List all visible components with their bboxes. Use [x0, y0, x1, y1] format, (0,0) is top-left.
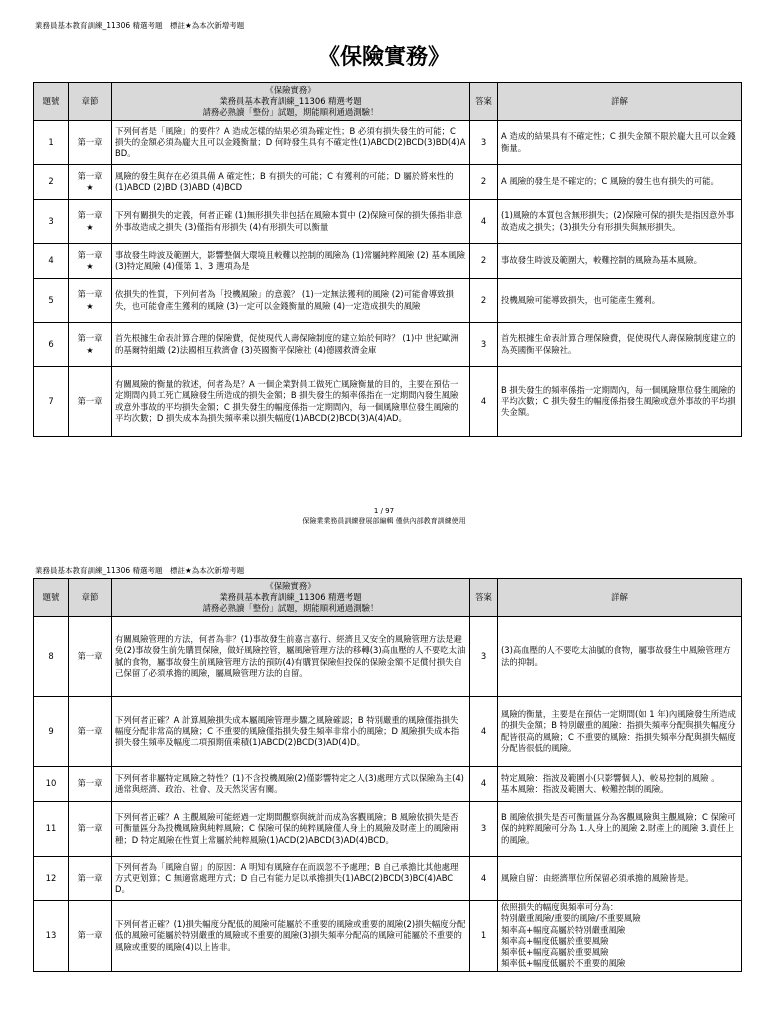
table-row [34, 697, 742, 767]
new-question-star: ★ [86, 301, 94, 311]
question-number: 13 [34, 901, 69, 972]
question-text: 下列何者是「風險」的要件？A 造成怎樣的結果必須為確定性；B 必須有損失發生的可能；C 損失的金額必須為龐大且可以金錢衡量；D 何時發生具有不確定性(1)ABCD(2)BCD(3)BD(4)ABD。 [112, 121, 470, 165]
question-number: 12 [34, 857, 69, 901]
questions-table [33, 82, 742, 437]
question-number: 2 [34, 165, 69, 200]
table-row [34, 279, 742, 323]
detail-text: B 風險依損失是否可衡量區分為客觀風險與主觀風險；C 保險可保的純粹風險可分為 1.人身上的風險 2.財產上的風險 3.責任上的風險。 [498, 802, 742, 857]
page-header: 業務員基本教育訓練_11306 精選考題 標註★為本次新增考題 [35, 21, 245, 30]
question-number: 9 [34, 697, 69, 767]
header-title-line: 請務必熟讀「整份」試題，期能順利通過測驗！ [202, 107, 379, 117]
detail-text: 投機風險可能導致損失，也可能產生獲利。 [498, 279, 742, 323]
question-text: 下列何者正確？A 主觀風險可能經過一定期間觀察與統計而成為客觀風險；B 風險依損失是否可衡量區分為投機風險與純粹風險；C 保險可保的純粹風險僅人身上的風險及財產上的風險兩種；D 特定風險在性質上常屬於純粹風險(1)ACD(2)ABCD(3)AD(4)BCD。 [112, 802, 470, 857]
table-row [34, 323, 742, 367]
detail-text: 特定風險：指波及範圍小(只影響個人)、較易控制的風險 。 基本風險：指波及範圍大、較難控制的風險。 [498, 767, 742, 802]
header-detail: 詳解 [498, 83, 742, 121]
header-answer: 答案 [470, 579, 498, 617]
question-text: 事故發生時波及範圍大，影響整個大環境且較難以控制的風險為 (1)常屬純粹風險 (2) 基本風險 (3)特定風險 (4)僅第 1、3 選項為是 [112, 244, 470, 279]
chapter-label: 第一章 [77, 823, 103, 834]
chapter-label: 第一章 [77, 210, 103, 221]
detail-text: 依照損失的幅度與頻率可分為： 特別嚴重風險/重要的風險/不重要風險 頻率高+幅度高屬於特別嚴重風險 頻率高+幅度低屬於重要風險 頻率低+幅度高屬於重要風險 頻率低+幅度低屬於不重要的風險 [498, 901, 742, 972]
table-row [34, 200, 742, 244]
page-header: 業務員基本教育訓練_11306 精選考題 標註★為本次新增考題 [35, 566, 245, 575]
table-row [34, 901, 742, 972]
question-text: 下列有關損失的定義，何者正確 (1)無形損失非包括在風險本質中 (2)保險可保的損失係指非意外事故造成之損失 (3)僅指有形損失 (4)有形損失可以衡量 [112, 200, 470, 244]
question-text: 有關風險管理的方法，何者為非？(1)事故發生前嘉言嘉行、經濟且又安全的風險管理方法是避免(2)事故發生前先購買保險，做好風險控管，屬風險管理方法的移轉(3)高血壓的人不要吃太油膩的食物，屬事故發生前風險管理方法的預防(4)有購買保險但投保的保險金額不足償付損失自己保留了必須承擔的風險，屬風險管理方法的自留。 [112, 617, 470, 697]
table-row [34, 121, 742, 165]
chapter-cell [69, 200, 112, 244]
question-number: 6 [34, 323, 69, 367]
new-question-star: ★ [86, 345, 94, 355]
page-number: 1 / 97 [373, 507, 395, 515]
table-row [34, 367, 742, 437]
chapter-cell [69, 279, 112, 323]
chapter-cell [69, 165, 112, 200]
chapter-label: 第一章 [77, 170, 103, 181]
table-row [34, 802, 742, 857]
header-title [112, 83, 470, 121]
chapter-cell [69, 367, 112, 437]
detail-text: (3)高血壓的人不要吃太油膩的食物，屬事故發生中風險管理方法的抑制。 [498, 617, 742, 697]
table-header-row [34, 83, 742, 121]
header-detail: 詳解 [498, 579, 742, 617]
questions-table [33, 578, 742, 972]
table-header-row [34, 579, 742, 617]
answer-cell: 4 [470, 697, 498, 767]
chapter-label: 第一章 [77, 872, 103, 883]
answer-cell: 4 [470, 367, 498, 437]
chapter-label: 第一章 [77, 136, 103, 147]
question-text: 有關風險的衡量的敘述，何者為是？A 一個企業對員工做死亡風險衡量的目的，主要在預估一定期間內員工死亡風險發生所造成的損失金額；B 損失發生的頻率係指在一定期間內發生風險或意外事故的平均損失金額；C 損失發生的幅度係指一定期間內，每一個風險單位發生風險的平均次數；D 損失成本為損失頻率乘以損失幅度(1)ABCD(2)BCD(3)A(4)AD。 [112, 367, 470, 437]
question-number: 1 [34, 121, 69, 165]
question-text: 下列何者正確？(1)損失幅度分配低的風險可能屬於不重要的風險或重要的風險(2)損失幅度分配低的風險可能屬於特別嚴重的風險或不重要的風險(3)損失頻率分配高的風險可能屬於不重要的風險或重要的風險(4)以上皆非。 [112, 901, 470, 972]
chapter-cell [69, 767, 112, 802]
question-text: 下列何者非屬特定風險之特性？(1)不含投機風險(2)僅影響特定之人(3)處理方式以保險為主(4)通常與經濟、政治、社會、及天然災害有關。 [112, 767, 470, 802]
answer-cell: 2 [470, 244, 498, 279]
table-row [34, 767, 742, 802]
chapter-cell [69, 802, 112, 857]
header-title-line: 請務必熟讀「整份」試題，期能順利通過測驗！ [202, 603, 379, 613]
chapter-label: 第一章 [77, 650, 103, 661]
chapter-cell [69, 617, 112, 697]
question-text: 下列何者為「風險自留」的原因：A 明知有風險存在而誤忽不予處理；B 自己承擔比其他處理方式更划算；C 無適當處理方式；D 自己有能力足以承擔損失(1)ABC(2)BCD(3)BC(4)ABCD。 [112, 857, 470, 901]
question-number: 11 [34, 802, 69, 857]
table-row [34, 857, 742, 901]
header-title-line: 業務員基本教育訓練_11306 精選考題 [219, 592, 362, 602]
header-no: 題號 [34, 579, 69, 617]
chapter-cell [69, 697, 112, 767]
header-title-line: 業務員基本教育訓練_11306 精選考題 [219, 96, 362, 106]
chapter-cell [69, 901, 112, 972]
answer-cell: 2 [470, 279, 498, 323]
detail-text: 事故發生時波及範圍大，較難控制的風險為基本風險。 [498, 244, 742, 279]
answer-cell: 3 [470, 802, 498, 857]
header-chapter: 章節 [69, 83, 112, 121]
chapter-label: 第一章 [77, 930, 103, 941]
table-row [34, 244, 742, 279]
answer-cell: 2 [470, 165, 498, 200]
question-text: 風險的發生與存在必須具備 A 確定性；B 有損失的可能；C 有獲利的可能；D 屬於將來性的 (1)ABCD (2)BD (3)ABD (4)BCD [112, 165, 470, 200]
chapter-label: 第一章 [77, 249, 103, 260]
question-text: 首先根據生命表計算合理的保險費，促使現代人壽保險制度的建立始於何時？ (1)中 世紀歐洲的基爾特組織 (2)法國相互救濟會 (3)英國衡平保險社 (4)德國救濟金庫 [112, 323, 470, 367]
chapter-label: 第一章 [77, 395, 103, 406]
detail-text: A 風險的發生是不確定的；C 風險的發生也有損失的可能。 [498, 165, 742, 200]
chapter-label: 第一章 [77, 725, 103, 736]
question-number: 7 [34, 367, 69, 437]
answer-cell: 3 [470, 323, 498, 367]
chapter-cell [69, 323, 112, 367]
new-question-star: ★ [86, 262, 94, 271]
answer-cell: 4 [470, 857, 498, 901]
chapter-cell [69, 121, 112, 165]
answer-cell: 4 [470, 200, 498, 244]
question-number: 8 [34, 617, 69, 697]
answer-cell: 3 [470, 617, 498, 697]
detail-text: 風險自留：由經濟單位所保留必須承擔的風險皆是。 [498, 857, 742, 901]
header-answer: 答案 [470, 83, 498, 121]
table-row [34, 165, 742, 200]
footer-note: 保險業業務員訓練發展部編輯 僅供內部教育訓練使用 [302, 517, 466, 525]
chapter-label: 第一章 [77, 289, 103, 300]
chapter-cell [69, 857, 112, 901]
document-title: 《保險實務》 [317, 44, 450, 70]
detail-text: A 造成的結果具有不確定性；C 損失金額不限於龐大且可以金錢衡量。 [498, 121, 742, 165]
question-text: 依損失的性質，下列何者為「投機風險」的意義？ (1)一定無法獲利的風險 (2)可能會導致損失，也可能會產生獲利的風險 (3)一定可以金錢衡量的風險 (4)一定造成損失的風險 [112, 279, 470, 323]
question-text: 下列何者正確？A 計算風險損失成本屬風險管理步驟之風險確認；B 特別嚴重的風險僅指損失幅度分配非常高的風險；C 不重要的風險僅指損失發生頻率非常小的風險；D 風險損失成本指損失發生頻率及幅度二項預期值乘積(1)ABCD(2)BCD(3)AD(4)D。 [112, 697, 470, 767]
question-number: 3 [34, 200, 69, 244]
detail-text: 風險的衡量，主要是在預估一定期間(如 1 年)內風險發生所造成的損失金額；B 特別嚴重的風險：指損失頻率分配與損失幅度分配皆很高的風險；C 不重要的風險：指損失頻率分配與損失幅度分配皆很低的風險。 [498, 697, 742, 767]
detail-text: 首先根據生命表計算合理保險費，促使現代人壽保險制度建立的為英國衡平保險社。 [498, 323, 742, 367]
answer-cell: 1 [470, 901, 498, 972]
header-title [112, 579, 470, 617]
header-chapter: 章節 [69, 579, 112, 617]
detail-text: (1)風險的本質包含無形損失；(2)保險可保的損失是指因意外事故造成之損失；(3)損失分有形損失與無形損失。 [498, 200, 742, 244]
answer-cell: 3 [470, 121, 498, 165]
question-number: 5 [34, 279, 69, 323]
header-title-line: 《保險實務》 [265, 85, 316, 95]
table-row [34, 617, 742, 697]
question-number: 4 [34, 244, 69, 279]
chapter-label: 第一章 [77, 778, 103, 789]
chapter-label: 第一章 [77, 333, 103, 344]
page-footer [0, 506, 768, 526]
detail-text: B 損失發生的頻率係指一定期間內，每一個風險單位發生風險的平均次數；C 損失發生的幅度係指發生風險或意外事故的平均損失金額。 [498, 367, 742, 437]
question-number: 10 [34, 767, 69, 802]
header-no: 題號 [34, 83, 69, 121]
new-question-star: ★ [86, 183, 94, 192]
header-title-line: 《保險實務》 [265, 581, 316, 591]
new-question-star: ★ [86, 222, 94, 232]
chapter-cell [69, 244, 112, 279]
answer-cell: 4 [470, 767, 498, 802]
